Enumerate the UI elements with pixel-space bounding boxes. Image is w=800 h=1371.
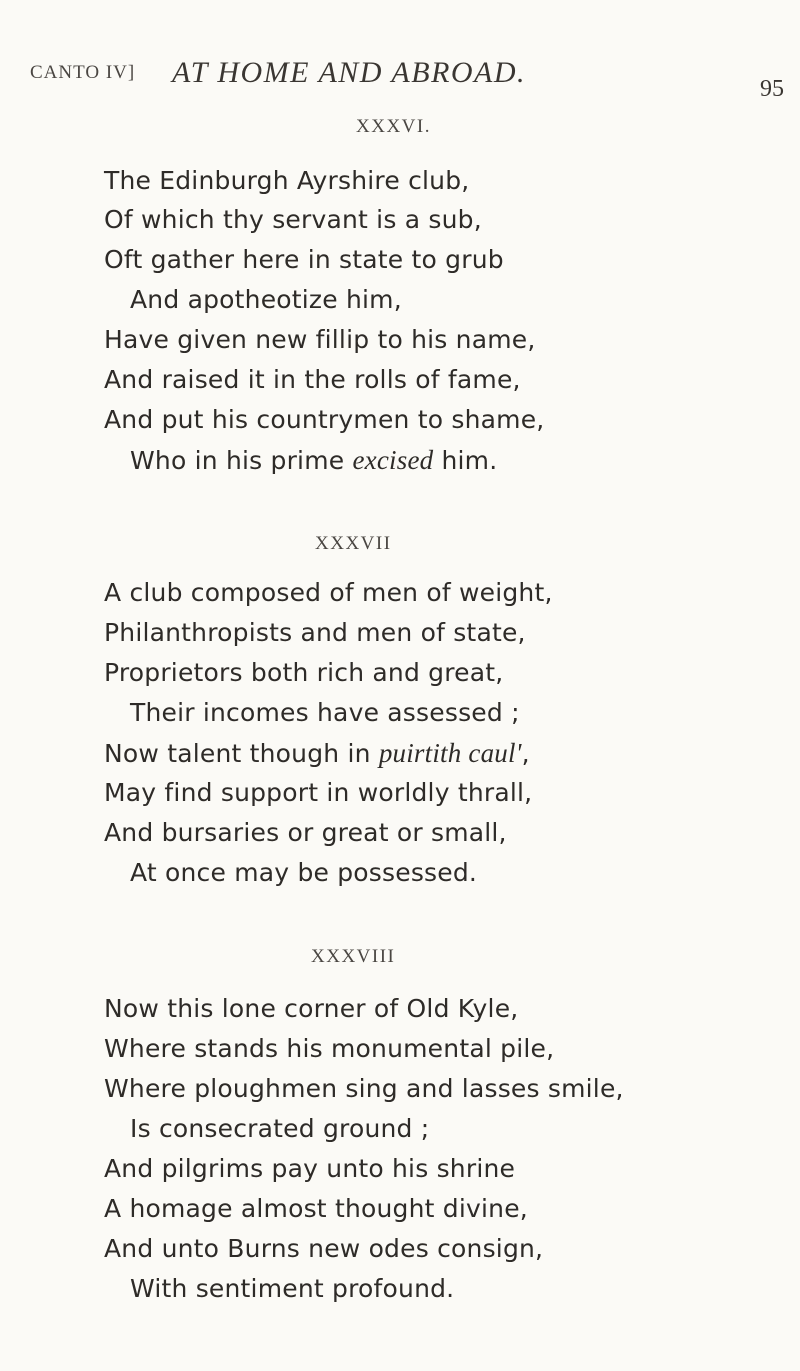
book-title: AT HOME AND ABROAD. <box>172 56 527 89</box>
verse-line: Where ploughmen sing and lasses smile, <box>104 1074 624 1103</box>
stanza-heading: XXXVII <box>315 533 392 554</box>
verse-line: And apotheotize him, <box>130 285 402 314</box>
verse-line: At once may be possessed. <box>130 858 478 887</box>
stanza-heading: XXXVIII <box>311 946 396 967</box>
verse-line: Is consecrated ground ; <box>130 1114 430 1143</box>
verse-line: Proprietors both rich and great, <box>104 658 504 687</box>
verse-line: With sentiment profound. <box>130 1274 455 1303</box>
verse-line: And pilgrims pay unto his shrine <box>104 1154 516 1183</box>
verse-line: Where stands his monumental pile, <box>104 1034 555 1063</box>
verse-text: him. <box>433 446 498 475</box>
verse-line: Have given new fillip to his name, <box>104 325 536 354</box>
page-number: 95 <box>760 76 784 102</box>
italic-phrase: puirtith caul' <box>378 738 522 768</box>
canto-label: CANTO IV] <box>30 62 136 83</box>
verse-text: Now talent though in <box>104 739 379 768</box>
verse-line: And raised it in the rolls of fame, <box>104 365 521 394</box>
verse-line: A homage almost thought divine, <box>104 1194 528 1223</box>
verse-line: May find support in worldly thrall, <box>104 778 533 807</box>
verse-line: Oft gather here in state to grub <box>104 245 504 274</box>
italic-word: excised <box>352 445 434 475</box>
verse-text: , <box>521 739 530 768</box>
verse-line: And put his countrymen to shame, <box>104 405 545 434</box>
verse-line: Their incomes have assessed ; <box>130 698 520 727</box>
verse-line <box>104 738 530 769</box>
verse-line <box>130 445 497 476</box>
verse-line: Of which thy servant is a sub, <box>104 205 482 234</box>
verse-line: And unto Burns new odes consign, <box>104 1234 544 1263</box>
stanza-heading: XXXVI. <box>356 116 431 137</box>
verse-line: A club composed of men of weight, <box>104 578 553 607</box>
verse-line: And bursaries or great or small, <box>104 818 507 847</box>
verse-line: Philanthropists and men of state, <box>104 618 526 647</box>
verse-line: Now this lone corner of Old Kyle, <box>104 994 519 1023</box>
verse-line: The Edinburgh Ayrshire club, <box>104 166 470 195</box>
running-head <box>30 56 790 102</box>
verse-text: Who in his prime <box>130 446 353 475</box>
